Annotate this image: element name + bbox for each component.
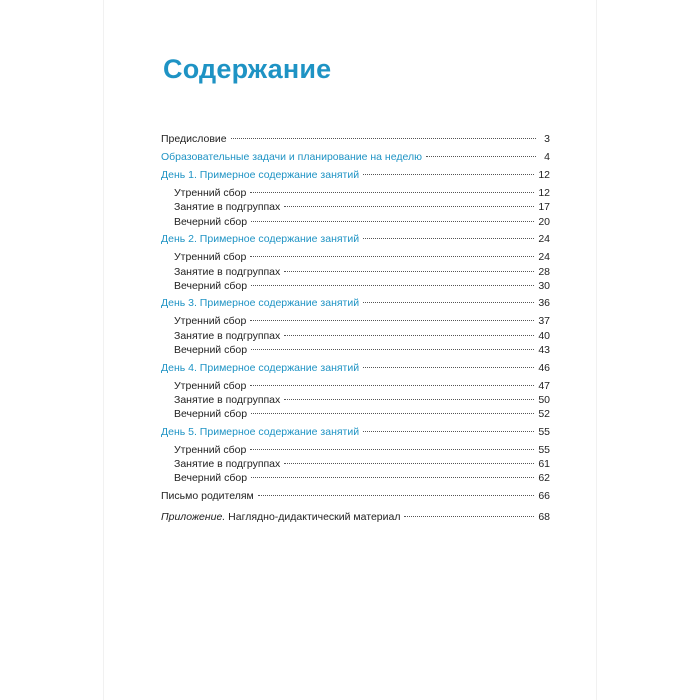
toc-entry-label: День 4. Примерное содержание занятий [161, 361, 360, 374]
leader-dots [363, 367, 534, 368]
toc-page-number: 62 [538, 472, 550, 485]
leader-dots [251, 349, 534, 350]
toc-entry-label: Образовательные задачи и планирование на неделю [161, 151, 422, 163]
toc-subentry[interactable] [161, 380, 550, 394]
toc-page-number: 20 [538, 215, 550, 228]
leader-dots [250, 449, 534, 450]
toc-entry-label: Утренний сбор [174, 315, 247, 328]
toc-page-number: 17 [538, 201, 550, 214]
toc-entry-letter-to-parents[interactable] [161, 490, 550, 508]
toc-page-number: 47 [538, 379, 550, 392]
leader-dots [284, 335, 534, 336]
toc-page-number: 28 [538, 265, 550, 278]
table-of-contents [161, 133, 550, 529]
toc-entry-label: Утренний сбор [174, 443, 247, 456]
toc-subentry[interactable] [161, 201, 550, 215]
leader-dots [284, 463, 534, 464]
toc-page-number: 12 [538, 187, 550, 199]
toc-subentry[interactable] [161, 444, 550, 458]
toc-entry-preface[interactable] [161, 133, 550, 151]
toc-page-number: 40 [538, 329, 550, 342]
toc-subentry[interactable] [161, 216, 550, 230]
toc-entry-day-5[interactable] [161, 426, 550, 444]
toc-entry-appendix[interactable] [161, 511, 550, 529]
toc-subentry[interactable] [161, 251, 550, 265]
toc-page-number: 68 [538, 510, 550, 523]
leader-dots [231, 138, 536, 139]
toc-page-number: 52 [538, 408, 550, 421]
toc-page-number: 50 [538, 393, 550, 406]
leader-dots [426, 156, 536, 157]
toc-entry-label: Занятие в подгруппах [174, 201, 281, 214]
leader-dots [363, 431, 534, 432]
toc-entry-label: Занятие в подгруппах [174, 265, 281, 278]
toc-entry-label: Занятие в подгруппах [174, 393, 281, 406]
toc-subentry[interactable] [161, 458, 550, 472]
leader-dots [284, 399, 534, 400]
toc-entry-label: Вечерний сбор [174, 279, 248, 292]
toc-subentry[interactable] [161, 472, 550, 486]
toc-entry-label: Письмо родителям [161, 489, 254, 502]
leader-dots [250, 320, 534, 321]
toc-subentry[interactable] [161, 330, 550, 344]
toc-page-number: 61 [538, 458, 550, 471]
toc-entry-planning[interactable] [161, 151, 550, 169]
page-title: Содержание [163, 54, 332, 84]
toc-page-number: 30 [538, 279, 550, 292]
toc-entry-label: Вечерний сбор [174, 215, 248, 228]
leader-dots [363, 238, 534, 239]
toc-subentry[interactable] [161, 280, 550, 294]
leader-dots [250, 192, 534, 193]
toc-entry-day-2[interactable] [161, 233, 550, 251]
toc-page-number: 24 [538, 233, 550, 246]
toc-page-number: 3 [544, 133, 550, 145]
toc-entry-day-1[interactable] [161, 169, 550, 187]
toc-entry-day-4[interactable] [161, 362, 550, 380]
leader-dots [284, 271, 534, 272]
toc-page-number: 12 [538, 169, 550, 181]
toc-entry-label: Вечерний сбор [174, 408, 248, 421]
toc-entry-label: День 2. Примерное содержание занятий [161, 233, 360, 246]
toc-page-number: 43 [538, 344, 550, 357]
toc-entry-label: Вечерний сбор [174, 472, 248, 485]
toc-entry-label: Утренний сбор [174, 251, 247, 264]
toc-entry-label: Занятие в подгруппах [174, 458, 281, 471]
toc-subentry[interactable] [161, 266, 550, 280]
toc-page-number: 4 [544, 151, 550, 163]
toc-subentry[interactable] [161, 344, 550, 358]
toc-page-number: 46 [538, 361, 550, 374]
toc-entry-label: День 1. Примерное содержание занятий [161, 169, 360, 181]
leader-dots [250, 385, 534, 386]
leader-dots [404, 516, 534, 517]
toc-entry-label: День 3. Примерное содержание занятий [161, 297, 360, 310]
toc-entry-label: Утренний сбор [174, 187, 247, 199]
toc-page-number: 36 [538, 297, 550, 310]
toc-page-number: 24 [538, 251, 550, 264]
toc-entry-day-3[interactable] [161, 297, 550, 315]
leader-dots [251, 477, 534, 478]
toc-subentry[interactable] [161, 408, 550, 422]
toc-page-number: 55 [538, 425, 550, 438]
leader-dots [363, 174, 534, 175]
toc-page-number: 55 [538, 443, 550, 456]
toc-entry-label: Утренний сбор [174, 379, 247, 392]
toc-subentry[interactable] [161, 394, 550, 408]
leader-dots [250, 256, 534, 257]
leader-dots [284, 206, 534, 207]
toc-page-number: 66 [538, 489, 550, 502]
appendix-label-text: Наглядно-дидактический материал [225, 510, 401, 523]
toc-entry-label [161, 511, 400, 523]
toc-page-number: 37 [538, 315, 550, 328]
toc-entry-label: День 5. Примерное содержание занятий [161, 425, 360, 438]
leader-dots [251, 221, 534, 222]
appendix-italic-label: Приложение. [161, 510, 226, 523]
toc-entry-label: Занятие в подгруппах [174, 329, 281, 342]
leader-dots [363, 302, 534, 303]
toc-entry-label: Предисловие [161, 133, 227, 145]
leader-dots [258, 495, 535, 496]
toc-subentry[interactable] [161, 315, 550, 329]
leader-dots [251, 285, 534, 286]
toc-entry-label: Вечерний сбор [174, 344, 248, 357]
toc-subentry[interactable] [161, 187, 550, 201]
leader-dots [251, 413, 534, 414]
